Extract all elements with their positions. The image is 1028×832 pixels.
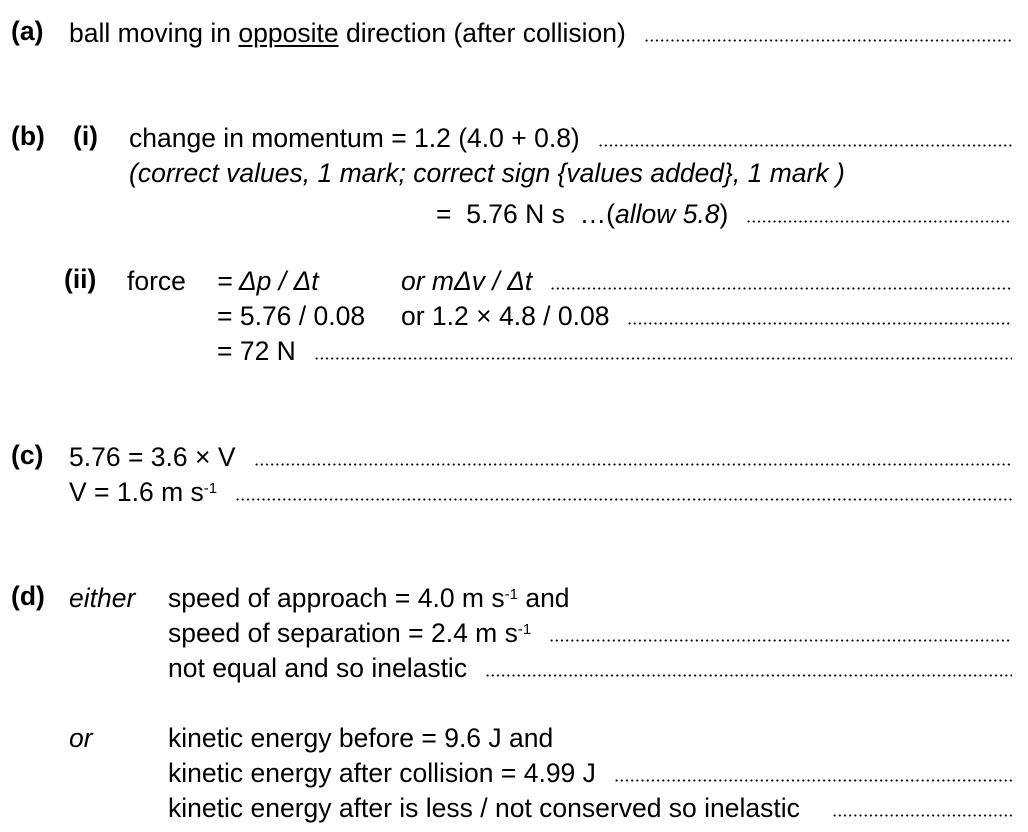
dotted-answer-line xyxy=(746,220,1012,223)
dotted-answer-line xyxy=(485,674,1012,677)
part-d-or-text: or xyxy=(69,722,93,753)
part-c-line2-prefix: V = 1.6 m s xyxy=(69,476,204,507)
part-b-i-line3-italic: allow 5.8 xyxy=(614,198,720,229)
part-d-e1-suffix: and xyxy=(517,582,570,613)
part-d-label: (d) xyxy=(11,581,45,611)
part-b-ii-force-text: force xyxy=(127,265,186,296)
part-b-ii-line3-eq: = 72 N xyxy=(217,335,296,366)
part-d-or-line1 xyxy=(168,721,553,755)
part-d-or-line2 xyxy=(168,756,1012,790)
part-b-ii-label: (ii) xyxy=(64,264,97,294)
part-b-i-line2 xyxy=(129,156,845,190)
part-b-i-line3 xyxy=(436,197,1012,231)
part-b-ii-line1-alt: or mΔv / Δt xyxy=(401,265,533,296)
part-b-ii-line2-eq: = 5.76 / 0.08 xyxy=(217,300,366,331)
part-b-ii-line3 xyxy=(217,334,1012,368)
part-d-either-line1: speed of approach = 4.0 m s $^{-1}$ and xyxy=(168,582,570,613)
part-d-or-line3 xyxy=(168,791,1012,825)
part-a-text-before: ball moving in xyxy=(69,17,239,48)
part-c-line2: V = 1.6 m s $^{-1}$ xyxy=(69,475,1012,509)
part-d-e3-text: not equal and so inelastic xyxy=(168,652,468,683)
part-b-i-line2-text: (correct values, 1 mark; correct sign {values added}, 1 mark ) xyxy=(129,157,845,188)
dotted-answer-line xyxy=(549,639,1012,642)
part-d-e2-prefix: speed of separation = 2.4 m s xyxy=(168,617,518,648)
dotted-answer-line xyxy=(627,322,1012,325)
part-b-label: (b) xyxy=(11,121,45,151)
part-a-line xyxy=(69,16,1012,50)
part-b-i-line1-text: change in momentum = 1.2 (4.0 + 0.8) xyxy=(129,122,580,153)
dotted-answer-line xyxy=(254,463,1013,466)
dotted-answer-line xyxy=(314,357,1012,360)
part-d-either-line2: speed of separation = 2.4 m s $^{-1}$ xyxy=(168,616,1012,650)
part-b-i-label: (i) xyxy=(73,121,99,151)
dotted-answer-line xyxy=(644,39,1012,42)
part-d-o1-text: kinetic energy before = 9.6 J and xyxy=(168,722,554,753)
part-c-label: (c) xyxy=(11,440,44,470)
part-b-ii-line2-alt: or 1.2 × 4.8 / 0.08 xyxy=(401,300,610,331)
part-b-ii-line1 xyxy=(217,264,1012,298)
part-d-e1-prefix: speed of approach = 4.0 m s xyxy=(168,582,505,613)
part-d-either-line3 xyxy=(168,651,1012,685)
part-d-either-text: either xyxy=(69,582,136,613)
part-b-ii-line1-eq: = Δp / Δt xyxy=(217,265,319,296)
part-c-line1 xyxy=(69,440,1012,474)
part-d-o2-text: kinetic energy after collision = 4.99 J xyxy=(168,757,596,788)
part-d-o3-text: kinetic energy after is less / not conserved so inelastic xyxy=(168,792,800,823)
part-d-or xyxy=(69,721,93,755)
dotted-answer-line xyxy=(614,779,1012,782)
part-b-i-line3-prefix: = 5.76 N s …( xyxy=(436,198,615,229)
part-a-label: (a) xyxy=(11,16,44,46)
dotted-answer-line xyxy=(550,287,1012,290)
part-c-line1-text: 5.76 = 3.6 × V xyxy=(69,441,236,472)
part-b-ii-line2 xyxy=(217,299,1012,333)
part-b-i-line1 xyxy=(129,121,1012,155)
part-b-ii-force-word xyxy=(127,264,186,298)
part-d-either xyxy=(69,581,135,615)
dotted-answer-line xyxy=(235,498,1012,501)
part-a-text-underlined: opposite xyxy=(238,17,339,48)
dotted-answer-line xyxy=(832,814,1012,817)
part-b-i-line3-suffix: ) xyxy=(719,198,729,229)
dotted-answer-line xyxy=(598,144,1012,147)
part-a-text-after: direction (after collision) xyxy=(338,17,626,48)
